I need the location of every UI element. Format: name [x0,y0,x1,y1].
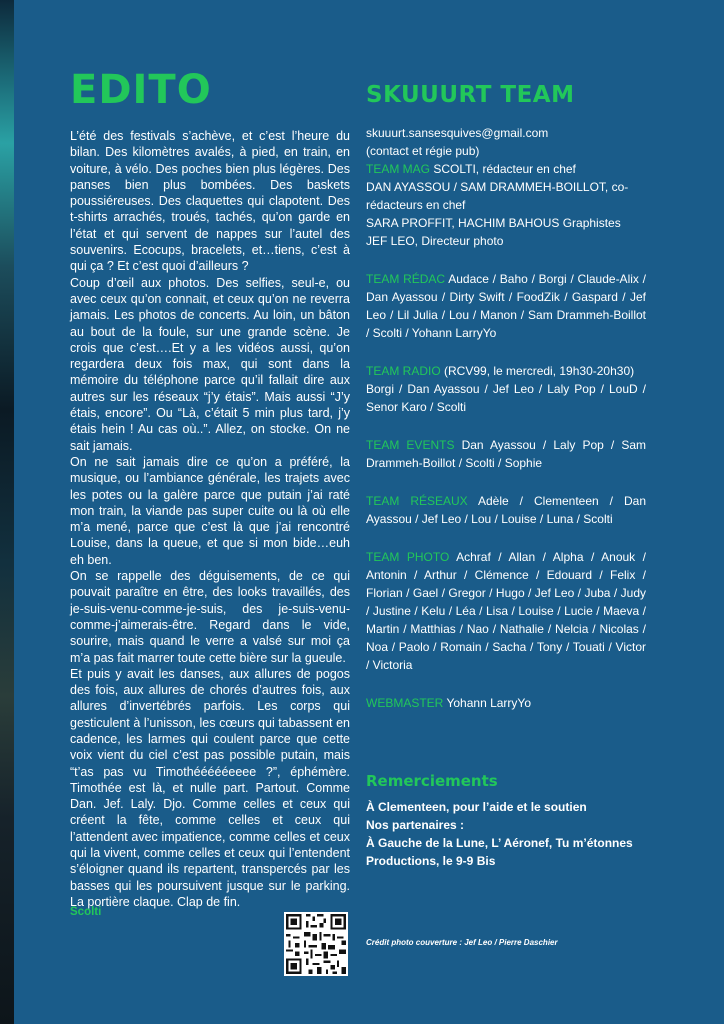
qr-code-icon[interactable] [284,912,348,976]
team-radio-schedule: (RCV99, le mercredi, 19h30-20h30) [444,364,635,378]
team-mag-label: TEAM MAG [366,162,431,176]
team-mag-block [366,160,646,178]
webmaster-name: Yohann LarryYo [446,696,531,710]
edito-paragraph: Et puis y avait les danses, aux allures de pogos des fois, aux allures de chorés d’autres fois, aux allures d’invertébrés parfois. Les corps qui gesticulent à l’unisson, les cœurs qui tabassent en cadence, les larmes qui coulent parce que cette voix vient du ciel c’est pas possible putain, mais “t’as pas vu Timothéééééeeee ?”, éphémère. Timothée est là, et nulle part. Partout. Comme Dan. Jef. Laly. Djo. Comme celles et ceux qui créent la fête, comme celles et ceux qui l’attendent avec impatience, comme celles et ceux qui la vivent, comme celles et ceux qui l’entendent s’éloigner quand ils repartent, transpercés par les basses qui les poursuivent jusque sur le parking. La portière claque. Clap de fin. [70,666,350,909]
team-redac-members: Audace / Baho / Borgi / Claude-Alix / Dan Ayassou / Dirty Swift / FoodZik / Gaspard / Jef Leo / Lil Julia / Lou / Manon / Sam Drammeh-Boillot / Scolti / Yohann LarryYo [366,272,646,340]
team-events-label: TEAM EVENTS [366,438,455,452]
edito-paragraph: On ne sait jamais dire ce qu’on a préféré, la musique, ou l’ambiance générale, les trajets avec les potes ou la galère parce que putain j’ai raté mon train, la viande pas super cuite ou là où elle m’a mené, parce que c’est là que j’ai rencontré Louise, dans la queue, et que si mon bide…euh eh ben. [70,454,350,567]
page [14,0,724,1024]
webmaster-label: WEBMASTER [366,696,444,710]
remerciements-body [366,798,646,870]
cover-photo-strip [0,0,14,1024]
remerciements-title: Remerciements [366,772,498,790]
team-mag-line: JEF LEO, Directeur photo [366,234,504,248]
contact-note: (contact et régie pub) [366,144,480,158]
remerciements-line: À Clementeen, pour l’aide et le soutien [366,800,587,814]
team-radio-block [366,362,646,380]
remerciements-line: Nos partenaires : [366,818,465,832]
team-redac-label: TEAM RÉDAC [366,272,446,286]
team-events-members: Dan Ayassou / Laly Pop / Sam Drammeh-Boillot / Scolti / Sophie [366,438,647,470]
team-photo-label: TEAM PHOTO [366,550,450,564]
edito-paragraph: Coup d’œil aux photos. Des selfies, seul-e, ou avec ceux qu’on connait, et ceux qu’on ne reverra jamais. Les photos de concerts. Au loin, un bâton au bout de la foule, sur une grande scène. Je crois que c’est….Et y a les vidéos aussi, qu’on regardera deux fois max, qui sont dans la mémoire du téléphone parce qu’il fallait dire aux autres sur les réseaux “j’y étais”. Mais aussi “J’y étais, encore”. Ou “Là, c’était 5 min plus tard, j’y étais hein ! Au cas où..”. Allez, on stocke. On ne sait jamais. [70,275,350,453]
edito-signature: Scolti [70,906,102,918]
team-photo-block [366,548,646,674]
team-events-block [366,436,646,472]
team-title: SKUUURT TEAM [366,82,575,108]
team-redac-block [366,270,646,342]
team-photo-members: Achraf / Allan / Alpha / Anouk / Antonin / Arthur / Clémence / Edouard / Felix / Florian / Gael / Gregor / Hugo / Jef Leo / Juba / Judy / Justine / Kelu / Léa / Lisa / Louise / Lucie / Maeva / Martin / Matthias / Nao / Nathalie / Nelcia / Nicolas / Noa / Paolo / Romain / Sacha / Tony / Touati / Victor / Victoria [366,550,647,672]
remerciements-partners: À Gauche de la Lune, L’ Aéronef, Tu m’étonnes Productions, le 9-9 Bis [366,836,633,868]
team-credits [366,124,646,712]
edito-body [70,128,350,910]
edito-title: EDITO [70,67,212,113]
team-mag-line: DAN AYASSOU / SAM DRAMMEH-BOILLOT, co-rédacteurs en chef [366,180,629,212]
webmaster-block [366,694,646,712]
team-reseaux-block [366,492,646,528]
team-reseaux-label: TEAM RÉSEAUX [366,494,468,508]
edito-paragraph: On se rappelle des déguisements, de ce qui pouvait paraître en être, des looks travaillés, des je-suis-venu-comme-je-suis, des je-suis-venu-comme-j’aimerais-être. Regard dans le vide, sourire, mais quand le verre a valsé sur moi ça m’a pas fait marrer toute cette bière sur la gueule. [70,569,350,665]
team-reseaux-members: Adèle / Clementeen / Dan Ayassou / Jef Leo / Lou / Louise / Luna / Scolti [366,494,646,526]
edito-paragraph: L’été des festivals s’achève, et c’est l’heure du bilan. Des kilomètres avalés, à pied, en train, en voiture, à vélo. Des poches bien plus légères. Des panses bien plus bombées. Des baskets poussiéreuses. Des claquettes qui clapotent. Des t-shirts arrachés, troués, tachés, qu’on garde en l’état et qui servent de nappes sur l’autel des souvenirs. Ecocups, bracelets, et…tiens, c’est à qui ça ? Et c’est quoi d’ailleurs ? [70,129,350,274]
team-radio-label: TEAM RADIO [366,364,441,378]
team-radio-members: Borgi / Dan Ayassou / Jef Leo / Laly Pop / LouD / Senor Karo / Scolti [366,382,646,414]
team-mag-line: SARA PROFFIT, HACHIM BAHOUS Graphistes [366,216,621,230]
team-mag-line: SCOLTI, rédacteur en chef [433,162,576,176]
contact-email[interactable]: skuuurt.sansesquives@gmail.com [366,126,549,140]
photo-credit: Crédit photo couverture : Jef Leo / Pierre Daschier [366,938,558,947]
